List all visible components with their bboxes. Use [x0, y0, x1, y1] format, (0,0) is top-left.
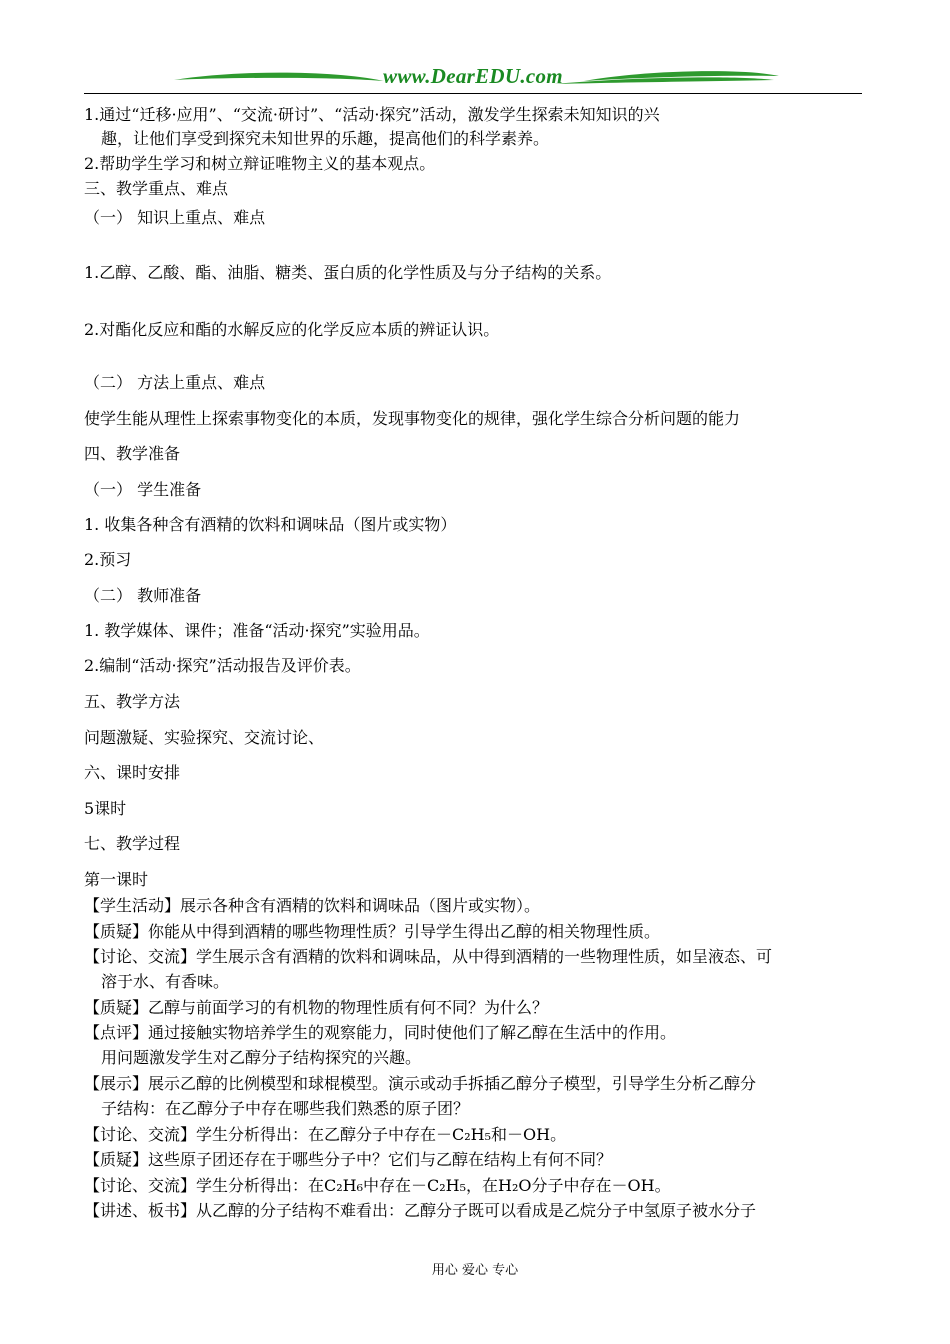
- text-line: 2.对酯化反应和酯的水解反应的化学反应本质的辨证认识。: [84, 320, 500, 339]
- text-line: 5课时: [84, 799, 127, 818]
- page-footer: 用心 爱心 专心: [431, 1263, 519, 1278]
- text-line: 【讨论、交流】学生分析得出：在C₂H₆中存在－C₂H₅，在H₂O分子中存在－OH。: [84, 1176, 671, 1195]
- text-line: 【质疑】你能从中得到酒精的哪些物理性质？引导学生得出乙醇的相关物理性质。: [84, 922, 661, 941]
- site-logo-text: www.DearEDU.com: [383, 64, 563, 88]
- text-line: 1.通过“迁移·应用”、“交流·研讨”、“活动·探究”活动，激发学生探索未知知识的兴: [84, 105, 660, 124]
- subsection-heading: （二） 方法上重点、难点: [84, 373, 266, 392]
- text-line: 用问题激发学生对乙醇分子结构探究的兴趣。: [101, 1048, 422, 1067]
- text-line: 2.预习: [84, 550, 132, 569]
- text-line: 【点评】通过接触实物培养学生的观察能力，同时使他们了解乙醇在生活中的作用。: [84, 1023, 677, 1042]
- text-line: 溶于水、有香味。: [101, 972, 230, 991]
- section-heading: 四、教学准备: [84, 444, 181, 463]
- text-line: 第一课时: [84, 870, 149, 889]
- text-line: 1. 收集各种含有酒精的饮料和调味品（图片或实物）: [84, 515, 457, 534]
- text-line: 【质疑】乙醇与前面学习的有机物的物理性质有何不同？为什么？: [84, 998, 549, 1017]
- text-line: 使学生能从理性上探索事物变化的本质，发现事物变化的规律，强化学生综合分析问题的能力: [84, 409, 741, 428]
- section-heading: 六、课时安排: [84, 763, 181, 782]
- section-heading: 五、教学方法: [84, 692, 181, 711]
- text-line: 【讨论、交流】学生展示含有酒精的饮料和调味品，从中得到酒精的一些物理性质，如呈液态、可: [84, 947, 773, 966]
- text-line: 子结构：在乙醇分子中存在哪些我们熟悉的原子团？: [101, 1099, 470, 1118]
- text-line: 2.编制“活动·探究”活动报告及评价表。: [84, 656, 361, 675]
- text-line: 1.乙醇、乙酸、酯、油脂、糖类、蛋白质的化学性质及与分子结构的关系。: [84, 263, 612, 282]
- text-line: 【展示】展示乙醇的比例模型和球棍模型。演示或动手拆插乙醇分子模型，引导学生分析乙醇分: [84, 1074, 757, 1093]
- text-line: 【学生活动】展示各种含有酒精的饮料和调味品（图片或实物）。: [84, 896, 541, 915]
- page-header: [84, 62, 862, 96]
- text-line: 问题激疑、实验探究、交流讨论、: [84, 728, 325, 747]
- subsection-heading: （一） 知识上重点、难点: [84, 208, 266, 227]
- text-line: 1. 教学媒体、课件；准备“活动·探究”实验用品。: [84, 621, 430, 640]
- text-line: 【讲述、板书】从乙醇的分子结构不难看出：乙醇分子既可以看成是乙烷分子中氢原子被水分子: [84, 1201, 757, 1220]
- subsection-heading: （二） 教师准备: [84, 586, 202, 605]
- text-line: 【讨论、交流】学生分析得出：在乙醇分子中存在－C₂H₅和－OH。: [84, 1125, 567, 1144]
- section-heading: 三、教学重点、难点: [84, 179, 229, 198]
- header-rule: [84, 93, 862, 94]
- text-line: 【质疑】这些原子团还存在于哪些分子中？它们与乙醇在结构上有何不同？: [84, 1150, 613, 1169]
- section-heading: 七、教学过程: [84, 834, 181, 853]
- subsection-heading: （一） 学生准备: [84, 480, 202, 499]
- text-line: 2.帮助学生学习和树立辩证唯物主义的基本观点。: [84, 154, 436, 173]
- text-line: 趣，让他们享受到探究未知世界的乐趣，提高他们的科学素养。: [101, 129, 550, 148]
